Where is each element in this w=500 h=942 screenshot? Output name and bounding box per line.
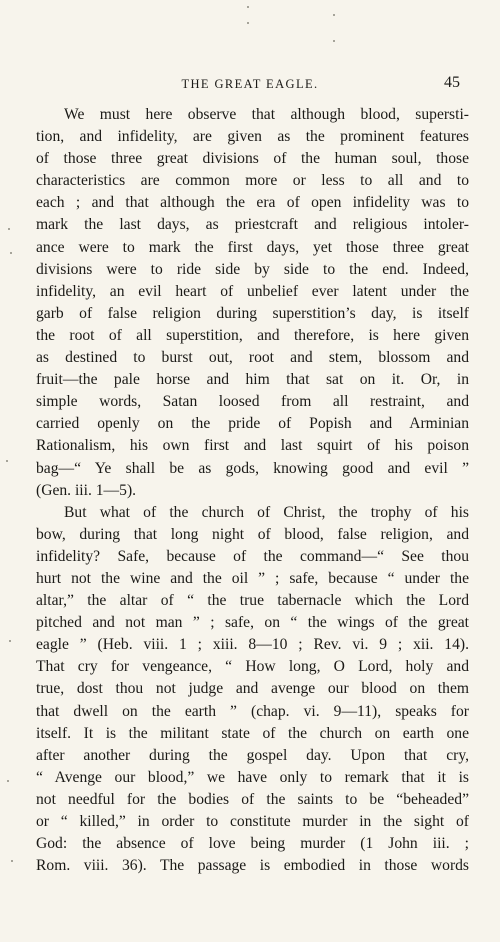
print-speck [247,6,249,8]
text-line: But what of the church of Christ, the trophy of his [64,503,469,521]
text-line: that dwell on the earth ” (chap. vi. 9—11), speaks for [36,702,469,720]
text-line: garb of false religion during superstition’s day, is itself [36,304,469,322]
print-speck [8,228,10,230]
text-line: Rationalism, his own first and last squirt of his poison [36,437,469,455]
text-line: infidelity? Safe, because of the command—“ See thou [36,547,469,565]
text-line: hurt not the wine and the oil ” ; safe, because “ under the [36,569,469,587]
text-line: bow, during that long night of blood, false religion, and [36,525,469,543]
print-speck [7,780,9,782]
running-title: THE GREAT EAGLE. [181,77,319,91]
text-line: each ; and that although the era of open infidelity was to [36,194,469,212]
text-line: itself. It is the militant state of the church on earth one [36,724,469,742]
text-line: We must here observe that although blood, supersti- [64,106,469,123]
print-speck [333,40,335,42]
text-line: altar,” the altar of “ the true tabernacle which the Lord [36,592,469,610]
body-text [36,104,469,877]
text-line: mark the last days, as priestcraft and religious intoler- [36,216,469,234]
running-head [40,74,460,94]
text-line: (Gen. iii. 1—5). [36,481,137,499]
text-line: true, dost thou not judge and avenge our blood on them [36,680,469,698]
text-line: divisions were to ride side by side to the end. Indeed, [36,260,469,278]
text-line: fruit—the pale horse and him that sat on it. Or, in [36,371,469,389]
text-line: “ Avenge our blood,” we have only to remark that it is [36,768,469,786]
print-speck [10,252,12,254]
text-line: eagle ” (Heb. viii. 1 ; xiii. 8—10 ; Rev. vi. 9 ; xii. 14). [36,636,469,654]
print-speck [11,860,13,862]
print-speck [6,460,8,462]
text-line: not needful for the bodies of the saints to be “beheaded” [36,790,469,808]
text-line: characteristics are common more or less to all and to [36,172,469,190]
text-line: simple words, Satan loosed from all restraint, and [36,393,469,411]
print-speck [247,22,249,24]
print-speck [9,640,11,642]
text-line: carried openly on the pride of Popish and Arminian [36,415,469,433]
print-speck [333,14,335,16]
text-line: ance were to mark the first days, yet those three great [36,238,469,256]
text-line: of those three great divisions of the human soul, those [36,150,469,168]
page-number: 45 [444,74,460,91]
text-line: bag—“ Ye shall be as gods, knowing good and evil ” [36,459,469,477]
text-line: God: the absence of love being murder (1 John iii. ; [36,835,469,853]
text-line: tion, and infidelity, are given as the prominent features [36,128,469,146]
text-line: the root of all superstition, and therefore, is here given [36,326,469,344]
text-line: after another during the gospel day. Upon that cry, [36,746,469,764]
text-line: infidelity, an evil heart of unbelief ever latent under the [36,282,469,300]
text-line: or “ killed,” in order to constitute murder in the sight of [36,813,469,830]
text-line: pitched and not man ” ; safe, on “ the wings of the great [36,614,469,632]
text-line: That cry for vengeance, “ How long, O Lord, holy and [36,658,469,676]
text-line: as destined to burst out, root and stem, blossom and [36,349,469,367]
text-line: Rom. viii. 36). The passage is embodied in those words [36,857,469,875]
